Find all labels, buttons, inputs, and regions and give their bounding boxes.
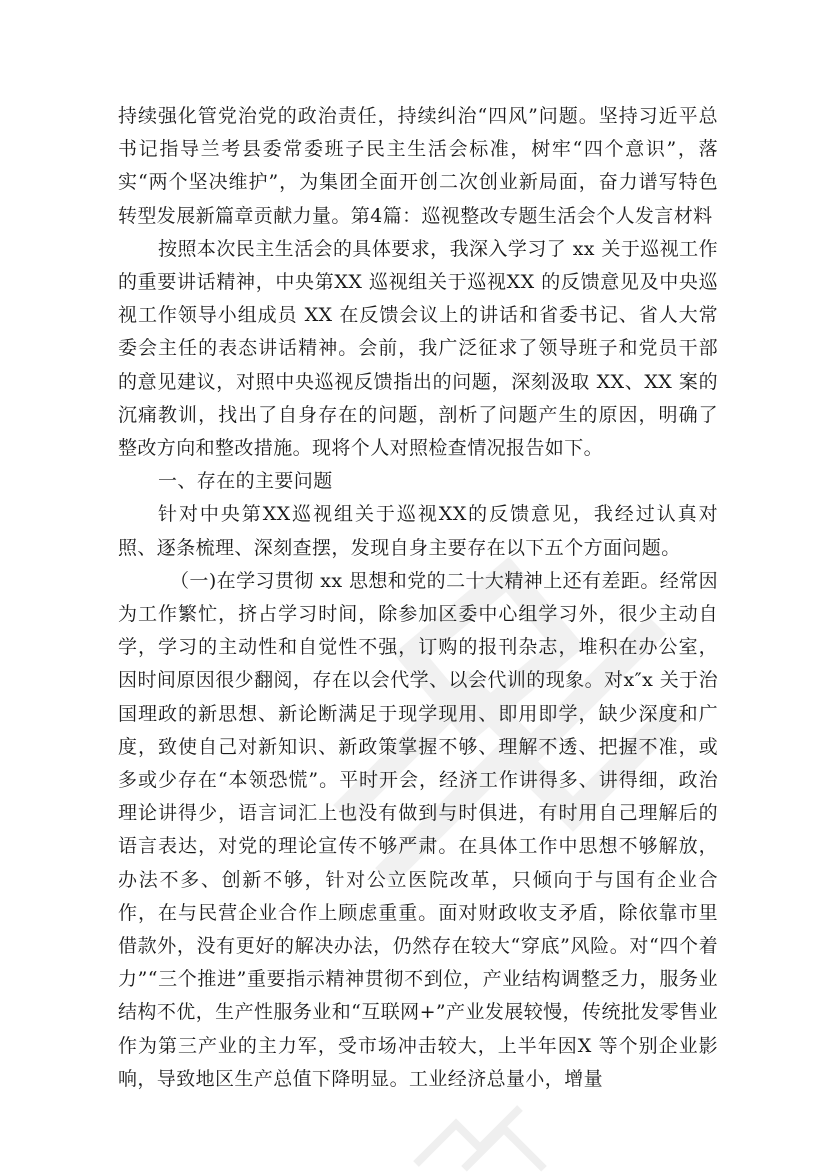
- paragraph-3: 针对中央第XX巡视组关于巡视XX的反馈意见，我经过认真对照、逐条梳理、深刻查摆，发现自身主要存在以下五个方面问题。: [118, 503, 718, 559]
- document-body: [118, 100, 718, 1096]
- section-heading: 一、存在的主要问题: [158, 470, 333, 493]
- paragraph-2: 按照本次民主生活会的具体要求，我深入学习了 xx 关于巡视工作的重要讲话精神，中央第XX 巡视组关于巡视XX 的反馈意见及中央巡视工作领导小组成员 XX 在反馈会议上的讲话和省委书记、省人大常委会主任的表态讲话精神。会前，我广泛征求了领导班子和党员干部的意见建议，对照中央巡视反馈指出的问题，深刻汲取 XX、XX 案的沉痛教训，找出了自身存在的问题，剖析了问题产生的原因，明确了整改方向和整改措施。现将个人对照检查情况报告如下。: [118, 237, 718, 460]
- paragraph-1: 持续强化管党治党的政治责任，持续纠治“四风”问题。坚持习近平总书记指导兰考县委常委班子民主生活会标准，树牢“四个意识”，落实“两个坚决维护”，为集团全面开创二次创业新局面，奋力谱写特色转型发展新篇章贡献力量。第4篇：巡视整改专题生活会个人发言材料: [118, 105, 718, 227]
- watermark-bottom-icon: [400, 1090, 560, 1174]
- paragraph-4: （一)在学习贯彻 xx 思想和党的二十大精神上还有差距。经常因为工作繁忙，挤占学习时间，除参加区委中心组学习外，很少主动自学，学习的主动性和自觉性不强，订购的报刊杂志，堆积在办公室，因时间原因很少翻阅，存在以会代学、以会代训的现象。对x″x 关于治国理政的新思想、新论断满足于现学现用、即用即学，缺少深度和广度，致使自己对新知识、新政策掌握不够、理解不透、把握不准，或多或少存在“本领恐慌”。平时开会，经济工作讲得多、讲得细，政治理论讲得少，语言词汇上也没有做到与时俱进，有时用自己理解后的语言表达，对党的理论宣传不够严肃。在具体工作中思想不够解放，办法不多、创新不够，针对公立医院改革，只倾向于与国有企业合作，在与民营企业合作上顾虑重重。面对财政收支矛盾，除依靠市里借款外，没有更好的解决办法，仍然存在较大“穿底”风险。对“四个着力”“三个推进”重要指示精神贯彻不到位，产业结构调整乏力，服务业结构不优，生产性服务业和“互联网+”产业发展较慢，传统批发零售业作为第三产业的主力军，受市场冲击较大，上半年因X 等个别企业影响，导致地区生产总值下降明显。工业经济总量小，增量: [118, 569, 718, 1090]
